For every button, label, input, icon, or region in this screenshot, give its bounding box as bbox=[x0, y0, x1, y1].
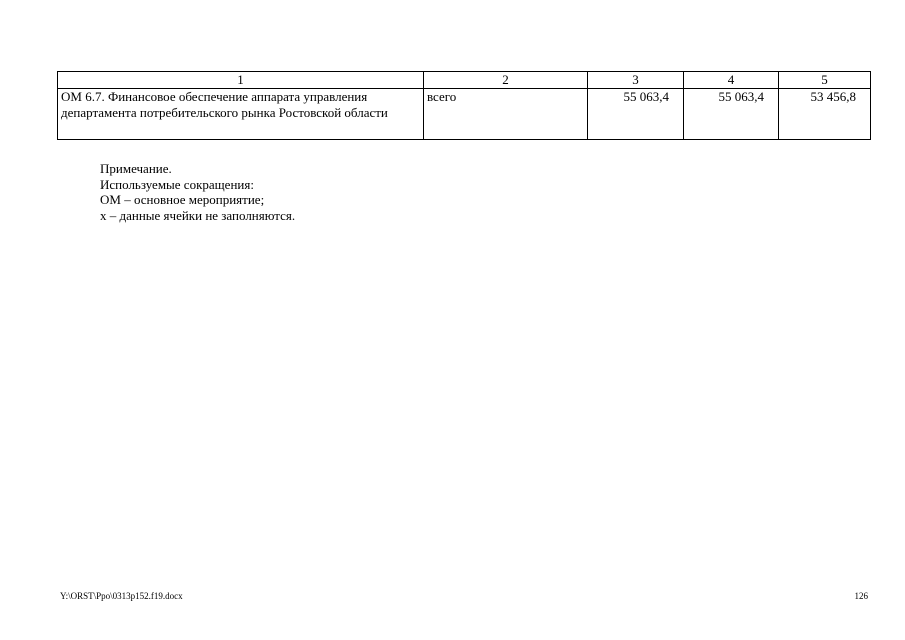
notes-block bbox=[100, 161, 295, 223]
column-number-5: 5 bbox=[779, 72, 871, 89]
footer-page-number: 126 bbox=[854, 591, 868, 601]
row-value-cell-2: 55 063,4 bbox=[684, 89, 779, 140]
table-header-row bbox=[58, 72, 871, 89]
row-value-cell-1: 55 063,4 bbox=[588, 89, 684, 140]
table-row bbox=[58, 89, 871, 140]
row-name-cell: ОМ 6.7. Финансовое обеспечение аппарата управления департамента потребительского рынка Ростовской области bbox=[58, 89, 424, 140]
footer-file-path: Y:\ORST\Ppo\0313p152.f19.docx bbox=[60, 591, 183, 601]
column-number-2: 2 bbox=[424, 72, 588, 89]
notes-line-om: ОМ – основное мероприятие; bbox=[100, 192, 265, 207]
budget-table bbox=[57, 71, 871, 140]
column-number-1: 1 bbox=[58, 72, 424, 89]
column-number-3: 3 bbox=[588, 72, 684, 89]
row-source-cell: всего bbox=[424, 89, 588, 140]
notes-line-x: х – данные ячейки не заполняются. bbox=[100, 207, 296, 223]
column-number-4: 4 bbox=[684, 72, 779, 89]
notes-line-abbreviations: Используемые сокращения: bbox=[100, 176, 254, 192]
notes-title: Примечание. bbox=[100, 161, 172, 176]
row-value-cell-3: 53 456,8 bbox=[779, 89, 871, 140]
